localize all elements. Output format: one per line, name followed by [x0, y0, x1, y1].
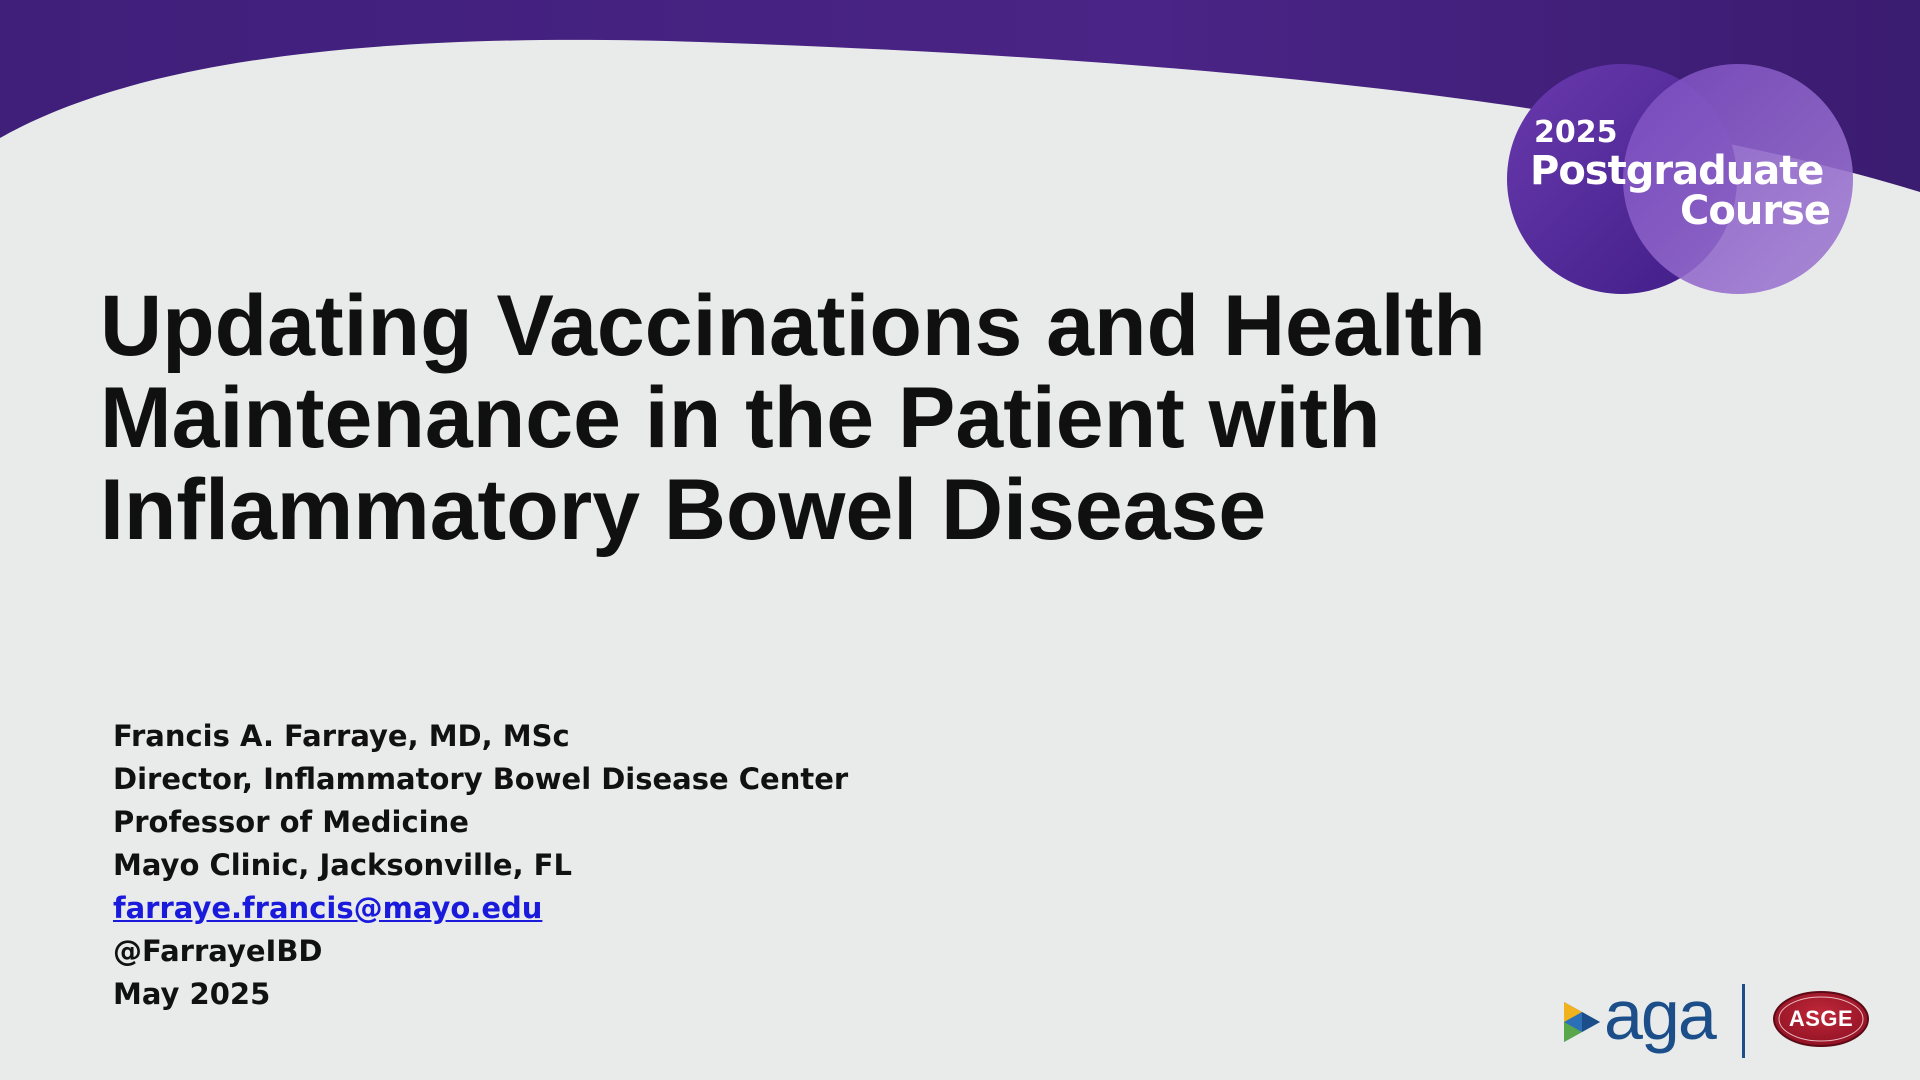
presenter-info — [113, 715, 848, 1016]
asge-logo-text: ASGE — [1788, 1006, 1854, 1031]
asge-logo — [1772, 990, 1870, 1048]
badge-title-line1: Postgraduate — [1530, 148, 1824, 194]
slide-title-line: Inflammatory Bowel Disease — [100, 462, 1267, 558]
presenter-handle: @FarrayeIBD — [113, 934, 323, 968]
aga-triangle-icon — [1564, 1002, 1600, 1042]
postgraduate-course-badge — [1500, 62, 1860, 302]
presenter-name: Francis A. Farraye, MD, MSc — [113, 719, 570, 753]
presenter-institution: Mayo Clinic, Jacksonville, FL — [113, 848, 572, 882]
presenter-role: Director, Inflammatory Bowel Disease Center — [113, 762, 849, 796]
sponsor-logos — [1560, 978, 1880, 1068]
presenter-position: Professor of Medicine — [113, 805, 469, 839]
logo-divider — [1742, 984, 1745, 1058]
slide-title — [100, 280, 1600, 556]
presentation-date: May 2025 — [113, 977, 271, 1011]
aga-logo: aga — [1604, 976, 1715, 1054]
badge-year: 2025 — [1534, 115, 1618, 150]
slide-title-line: Maintenance in the Patient with — [100, 370, 1381, 466]
slide-title-line: Updating Vaccinations and Health — [100, 278, 1486, 374]
badge-title-line2: Course — [1680, 188, 1830, 234]
presenter-email-link[interactable]: farraye.francis@mayo.edu — [113, 891, 543, 925]
